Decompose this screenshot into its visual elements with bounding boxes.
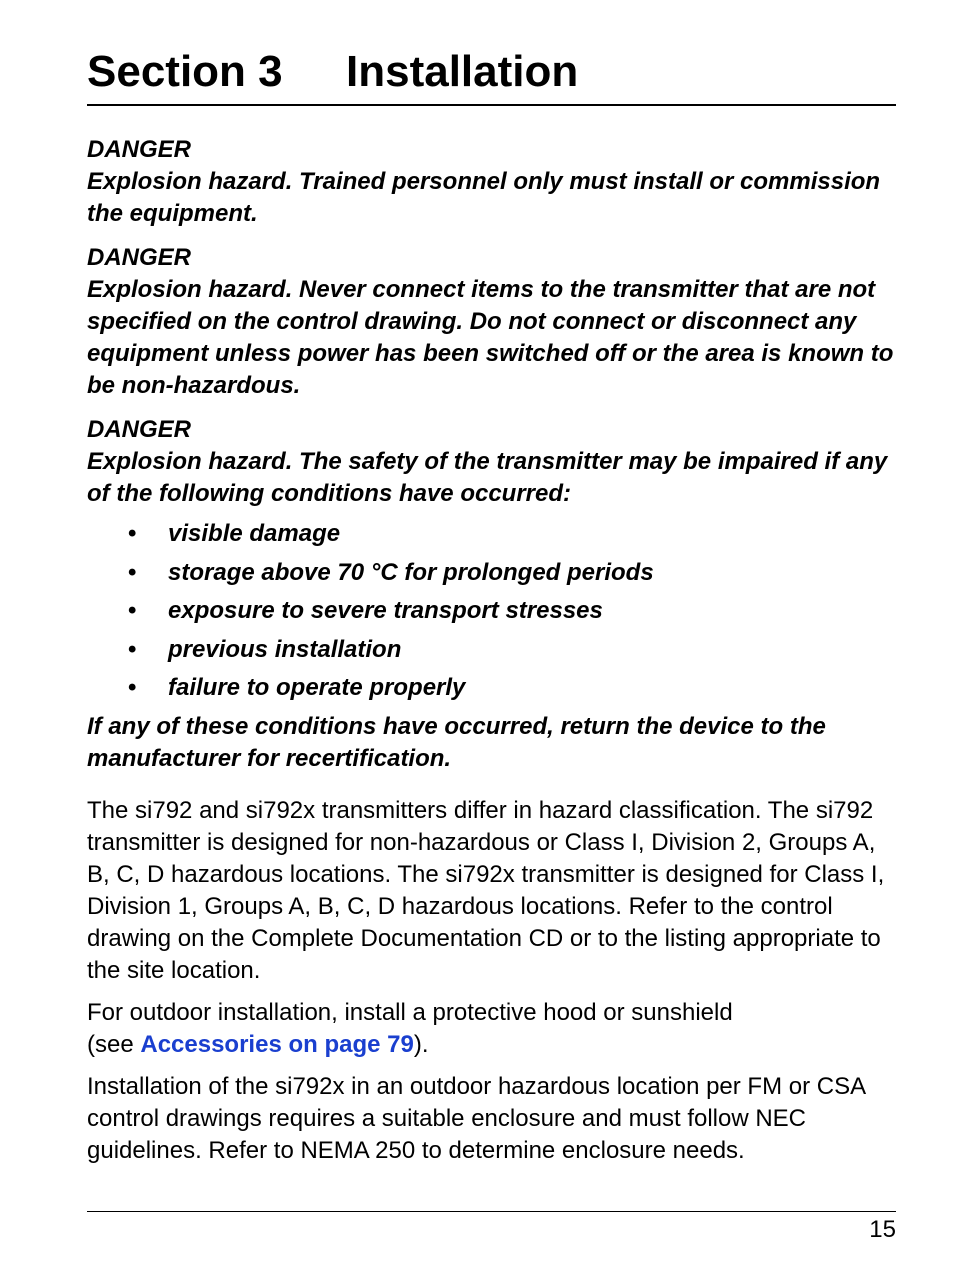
- title-divider: [87, 104, 896, 106]
- page-content: [87, 40, 896, 1167]
- section-number: Section 3: [87, 47, 283, 96]
- conditions-list: [87, 518, 896, 704]
- paragraph-classification: The si792 and si792x transmitters differ in hazard classification. The si792 transmitter is designed for non-hazardous or Class I, Division 2, Groups A, B, C, D hazardous locations. The si792x transmitter is designed for Class I, Division 1, Groups A, B, C, D hazardous locations. Refer to the control drawing on the Complete Documentation CD or to the listing appropriate to the site location.: [87, 796, 885, 984]
- danger-text: Explosion hazard. The safety of the transmitter may be impaired if any of the following conditions have occurred:: [87, 448, 888, 507]
- list-item: • visible damage: [87, 518, 896, 550]
- section-title: [87, 40, 896, 104]
- danger-notice-3: [87, 414, 896, 775]
- list-item: • failure to operate properly: [87, 672, 896, 704]
- bullet-icon: •: [128, 635, 137, 663]
- accessories-link[interactable]: Accessories on page 79: [140, 1030, 414, 1058]
- list-item: • previous installation: [87, 634, 896, 666]
- footer-divider: [87, 1211, 896, 1212]
- danger-label: DANGER: [87, 416, 192, 443]
- danger-label: DANGER: [87, 136, 192, 163]
- bullet-icon: •: [128, 674, 137, 701]
- page-number: 15: [869, 1216, 896, 1243]
- danger-closing: If any of these conditions have occurred, return the device to the manufacturer for recertification.: [87, 712, 826, 772]
- section-heading: Installation: [346, 47, 579, 96]
- danger-notice-2: [87, 242, 896, 402]
- danger-label: DANGER: [87, 244, 192, 271]
- danger-text: Explosion hazard. Trained personnel only must install or commission the equipment.: [87, 168, 881, 227]
- paragraph-outdoor: For outdoor installation, install a protective hood or sunshield (see Accessories on page 79).: [87, 998, 733, 1058]
- bullet-icon: •: [128, 597, 137, 624]
- danger-text: Explosion hazard. Never connect items to the transmitter that are not specified on the control drawing. Do not connect or disconnect any equipment unless power has been switched off or the area is known to be non-hazardous.: [87, 276, 894, 399]
- bullet-icon: •: [128, 558, 137, 586]
- list-item: • storage above 70 °C for prolonged periods: [87, 557, 896, 589]
- danger-notice-1: [87, 134, 896, 230]
- paragraph-enclosure: Installation of the si792x in an outdoor hazardous location per FM or CSA control drawings requires a suitable enclosure and must follow NEC guidelines. Refer to NEMA 250 to determine enclosure needs.: [87, 1072, 865, 1164]
- bullet-icon: •: [128, 520, 137, 547]
- list-item: • exposure to severe transport stresses: [87, 595, 896, 627]
